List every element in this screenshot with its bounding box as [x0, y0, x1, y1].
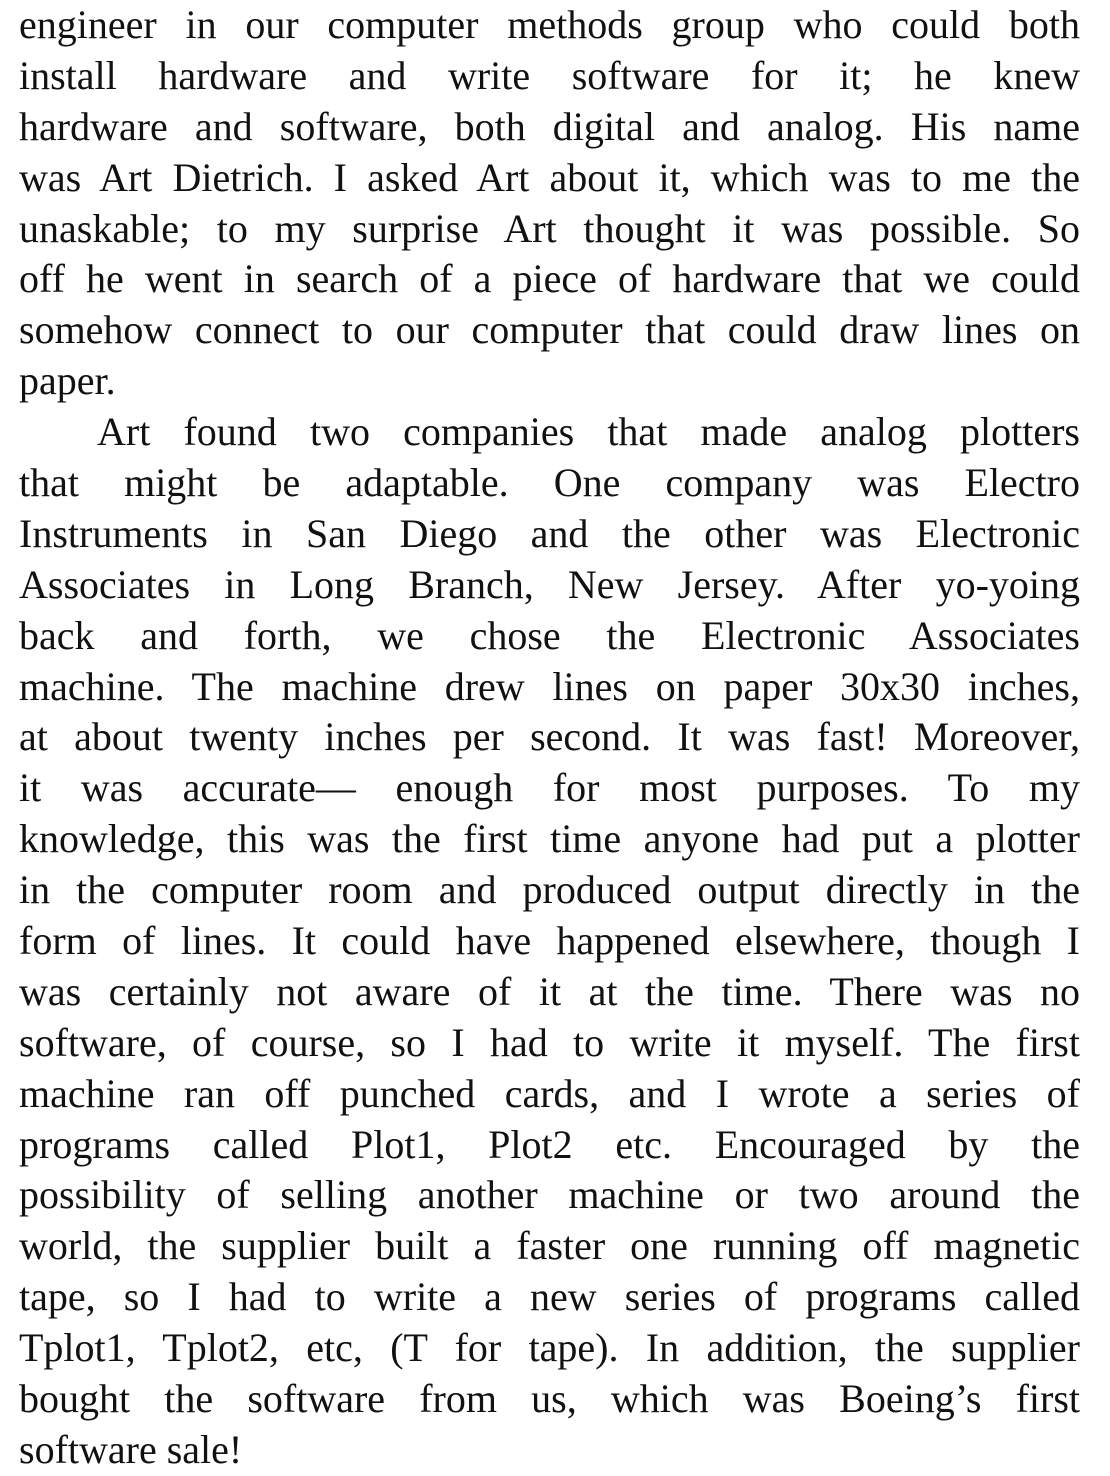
- text-line: was Art Dietrich. I asked Art about it, which was to me the: [19, 154, 1080, 200]
- text-line: programs called Plot1, Plot2 etc. Encouraged by the: [19, 1121, 1080, 1167]
- text-line: unaskable; to my surprise Art thought it was possible. So: [19, 205, 1080, 251]
- body-text: [19, 0, 1080, 1476]
- paragraph: [19, 407, 1080, 1476]
- text-line: software, of course, so I had to write it myself. The first: [19, 1019, 1080, 1065]
- text-line: off he went in search of a piece of hardware that we could: [19, 256, 1080, 302]
- text-line: at about twenty inches per second. It was fast! Moreover,: [19, 714, 1080, 760]
- text-line: world, the supplier built a faster one running off magnetic: [19, 1223, 1080, 1269]
- text-line: machine ran off punched cards, and I wrote a series of: [19, 1070, 1080, 1116]
- text-line: Instruments in San Diego and the other was Electronic: [19, 510, 1080, 556]
- text-line: Art found two companies that made analog plotters: [97, 409, 1080, 455]
- text-line: machine. The machine drew lines on paper 30x30 inches,: [19, 663, 1080, 709]
- paragraph: [19, 0, 1080, 407]
- text-line: somehow connect to our computer that could draw lines on: [19, 307, 1080, 353]
- text-line: tape, so I had to write a new series of programs called: [19, 1274, 1080, 1320]
- text-line: paper.: [19, 358, 116, 404]
- text-line: hardware and software, both digital and analog. His name: [19, 103, 1080, 149]
- text-line: that might be adaptable. One company was Electro: [19, 460, 1080, 506]
- text-line: form of lines. It could have happened elsewhere, though I: [19, 918, 1080, 964]
- text-line: engineer in our computer methods group who could both: [19, 2, 1080, 47]
- text-line: in the computer room and produced output directly in the: [19, 867, 1080, 913]
- text-line: Associates in Long Branch, New Jersey. After yo-yoing: [19, 561, 1080, 607]
- text-line: it was accurate— enough for most purposes. To my: [19, 765, 1080, 811]
- text-line: back and forth, we chose the Electronic Associates: [19, 612, 1080, 658]
- text-line: install hardware and write software for it; he knew: [19, 52, 1080, 98]
- text-line: bought the software from us, which was Boeing’s first: [19, 1376, 1080, 1422]
- text-line: was certainly not aware of it at the time. There was no: [19, 968, 1080, 1014]
- text-line: possibility of selling another machine or two around the: [19, 1172, 1080, 1218]
- text-line: knowledge, this was the first time anyone had put a plotter: [19, 816, 1080, 862]
- text-line: Tplot1, Tplot2, etc, (T for tape). In addition, the supplier: [19, 1325, 1080, 1371]
- text-line: software sale!: [19, 1426, 243, 1472]
